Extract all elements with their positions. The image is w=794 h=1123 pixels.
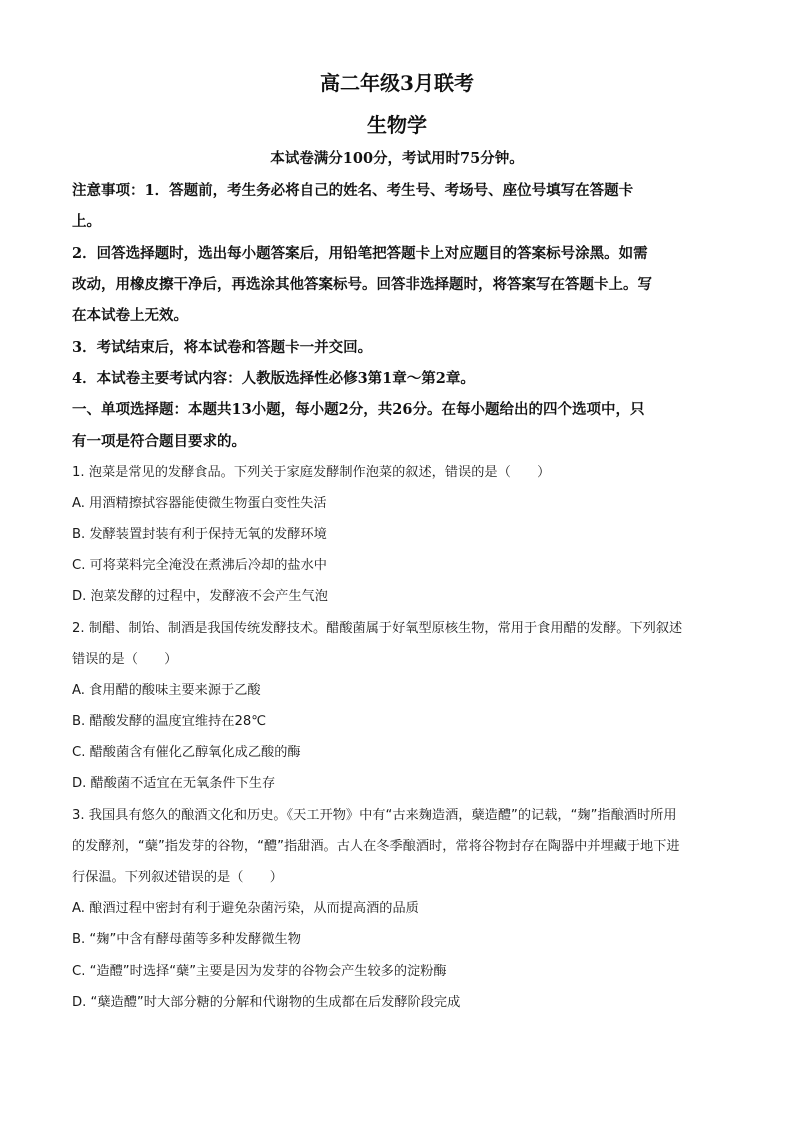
question-3-stem-line-2: 的发酵剂，“蘖”指发芽的谷物，“醴”指甜酒。古人在冬季酿酒时，常将谷物封存在陶器中并埋藏于地下进 [72,839,680,854]
question-1-option-b: B. 发酵装置封装有利于保持无氧的发酵环境 [72,527,327,542]
question-2-option-b: B. 醋酸发酵的温度宜维持在28℃ [72,714,267,729]
question-1-option-a: A. 用酒精擦拭容器能使微生物蛋白变性失活 [72,496,327,511]
notes-item-4: 4．本试卷主要考试内容：人教版选择性必修3第1章～第2章。 [72,370,475,387]
question-2-option-c: C. 醋酸菌含有催化乙醇氧化成乙酸的酶 [72,745,301,760]
exam-info: 本试卷满分100分，考试用时75分钟。 [270,150,524,167]
question-2-option-d: D. 醋酸菌不适宜在无氧条件下生存 [72,776,276,791]
question-3-option-b: B. “麹”中含有酵母菌等多种发酵微生物 [72,932,301,947]
notes-line-1: 注意事项：1．答题前，考生务必将自己的姓名、考生号、考场号、座位号填写在答题卡 [72,182,634,199]
question-3-option-a: A. 酿酒过程中密封有利于避免杂菌污染，从而提高酒的品质 [72,901,419,916]
question-3-option-d: D. “蘖造醴”时大部分糖的分解和代谢物的生成都在后发酵阶段完成 [72,995,461,1010]
question-3-stem-line-1: 3. 我国具有悠久的酿酒文化和历史。《天工开物》中有“古来麹造酒，蘖造醴”的记载，“麹”指酿酒时所用 [72,808,677,823]
notes-line-1b: 上。 [72,213,101,230]
notes-item-2c: 在本试卷上无效。 [72,307,188,324]
notes-item-3: 3．考试结束后，将本试卷和答题卡一并交回。 [72,339,373,356]
section-heading-b: 有一项是符合题目要求的。 [72,433,246,450]
notes-item-2a: 2．回答选择题时，选出每小题答案后，用铅笔把答题卡上对应题目的答案标号涂黑。如需 [72,245,648,262]
question-3-option-c: C. “造醴”时选择“蘖”主要是因为发芽的谷物会产生较多的淀粉酶 [72,964,447,979]
question-1-option-c: C. 可将菜料完全淹没在煮沸后冷却的盐水中 [72,558,327,573]
section-heading-a: 一、单项选择题：本题共13小题，每小题2分，共26分。在每小题给出的四个选项中，只 [72,401,645,418]
question-1-option-d: D. 泡菜发酵的过程中，发酵液不会产生气泡 [72,589,328,604]
exam-title: 高二年级3月联考 [320,71,474,95]
question-3-stem-line-3: 行保温。下列叙述错误的是（ ） [72,870,283,885]
subject-title: 生物学 [367,113,427,137]
notes-item-2b: 改动，用橡皮擦干净后，再选涂其他答案标号。回答非选择题时，将答案写在答题卡上。写 [72,276,652,293]
question-1-stem: 1. 泡菜是常见的发酵食品。下列关于家庭发酵制作泡菜的叙述，错误的是（ ） [72,465,551,480]
question-2-stem-line-2: 错误的是（ ） [72,652,178,667]
question-2-option-a: A. 食用醋的酸味主要来源于乙酸 [72,683,261,698]
question-2-stem-line-1: 2. 制醋、制饴、制酒是我国传统发酵技术。醋酸菌属于好氧型原核生物，常用于食用醋的发酵。下列叙述 [72,621,683,636]
